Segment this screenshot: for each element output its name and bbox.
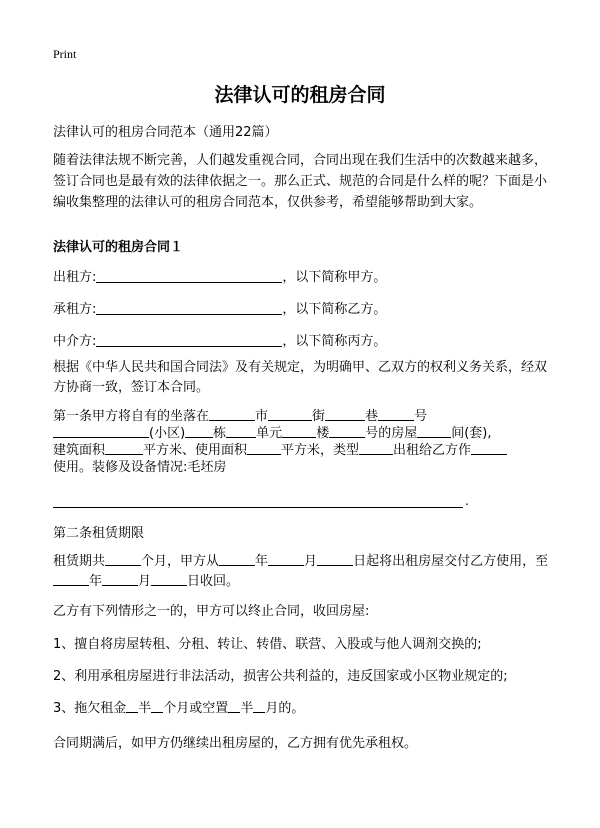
document-title: 法律认可的租房合同	[214, 84, 386, 106]
fill-blank	[209, 408, 255, 421]
fill-blank	[253, 700, 265, 713]
text-span: 个月，甲方从	[141, 554, 220, 569]
text-span: 单元	[256, 426, 283, 441]
party-suffix: ，以下简称丙方。	[282, 334, 387, 349]
basis-paragraph: 根据《中华人民共和国合同法》及有关规定，为明确甲、乙双方的权利义务关系，经双方协商一致，签订本合同。	[53, 360, 548, 395]
text-span: 半	[240, 701, 254, 716]
fill-blank	[219, 553, 255, 566]
text-span: 使用。装修及设备情况:毛坯房	[53, 460, 227, 475]
text-span: 街	[312, 409, 326, 424]
party-label: 中介方:	[53, 334, 97, 349]
fill-blank	[151, 573, 187, 586]
fill-blank	[53, 425, 149, 438]
lease-term-paragraph	[53, 552, 553, 592]
long-fill-line	[53, 507, 463, 508]
text-span: 建筑面积	[53, 443, 106, 458]
renewal-paragraph: 合同期满后，如甲方仍继续出租房屋的，乙方拥有优先承租权。	[53, 736, 418, 751]
text-span: 间(套),	[451, 426, 492, 441]
text-span: 号	[414, 409, 428, 424]
fill-blank	[471, 442, 507, 455]
party-agent	[53, 330, 386, 349]
party-label: 承租方:	[53, 302, 97, 317]
text-span: 平方米、使用面积	[143, 443, 248, 458]
intro-paragraph: 随着法律法规不断完善，人们越发重视合同，合同出现在我们生活中的次数越来越多，签订合同也是最有效的法律依据之一。那么正式、规范的合同是什么样的呢？下面是小编收集整理的法律认可的租房合同范本，仅供参考，希望能够帮助到大家。	[53, 153, 548, 210]
text-span: 3、拖欠租金	[53, 701, 127, 716]
party-suffix: ，以下简称甲方。	[282, 270, 387, 285]
fill-blank	[325, 408, 365, 421]
fill-blank	[126, 700, 138, 713]
text-span: 巷	[365, 409, 379, 424]
fill-blank	[329, 425, 365, 438]
text-span: (小区)	[149, 426, 186, 441]
party-lessee	[53, 298, 386, 317]
text-span: 栋	[213, 426, 227, 441]
fill-blank	[268, 408, 312, 421]
text-span: 日收回。	[187, 574, 240, 589]
article-1	[53, 408, 553, 476]
fill-blank	[185, 425, 213, 438]
text-span: 个月或空置	[163, 701, 229, 716]
text-span: 年	[255, 554, 269, 569]
fill-blank	[53, 573, 89, 586]
text-span: 市	[255, 409, 269, 424]
fill-blank	[96, 269, 282, 283]
fill-blank	[359, 442, 393, 455]
fill-blank	[226, 425, 256, 438]
fill-blank	[102, 573, 138, 586]
fill-blank	[378, 408, 414, 421]
fill-blank	[96, 333, 282, 347]
text-span: 月	[304, 554, 318, 569]
text-span: 号的房屋	[365, 426, 418, 441]
fill-blank	[317, 553, 353, 566]
line-end-mark: .	[465, 494, 469, 508]
article-2-heading: 第二条租赁期限	[53, 526, 145, 541]
clause-3	[53, 697, 304, 716]
clause-1: 1、擅自将房屋转租、分租、转让、转借、联营、入股或与他人调剂交换的;	[53, 637, 482, 652]
text-span: 平方米，类型	[281, 443, 360, 458]
contract-heading: 法律认可的租房合同１	[53, 240, 184, 255]
fill-blank	[247, 442, 281, 455]
text-span: 半	[138, 701, 152, 716]
fill-blank	[282, 425, 316, 438]
text-span: 租赁期共	[53, 554, 106, 569]
text-span: 月的。	[265, 701, 305, 716]
text-span: 年	[89, 574, 103, 589]
party-suffix: ，以下简称乙方。	[282, 302, 387, 317]
text-span: 日起将出租房屋交付乙方使用，至	[353, 554, 549, 569]
document-subtitle: 法律认可的租房合同范本（通用22篇）	[53, 125, 278, 140]
text-span: 楼	[316, 426, 330, 441]
fill-blank	[417, 425, 451, 438]
text-span: 第一条甲方将自有的坐落在	[53, 409, 210, 424]
text-span: 出租给乙方作	[393, 443, 472, 458]
party-label: 出租方:	[53, 270, 97, 285]
fill-blank	[228, 700, 240, 713]
fill-blank	[96, 301, 282, 315]
fill-blank	[105, 553, 141, 566]
clause-2: 2、利用承租房屋进行非法活动，损害公共利益的，违反国家或小区物业规定的;	[53, 669, 508, 684]
text-span: 月	[138, 574, 152, 589]
termination-intro: 乙方有下列情形之一的，甲方可以终止合同，收回房屋:	[53, 604, 370, 619]
print-label: Print	[53, 47, 77, 61]
fill-blank	[151, 700, 163, 713]
fill-blank	[105, 442, 143, 455]
fill-blank	[268, 553, 304, 566]
party-lessor	[53, 266, 386, 285]
